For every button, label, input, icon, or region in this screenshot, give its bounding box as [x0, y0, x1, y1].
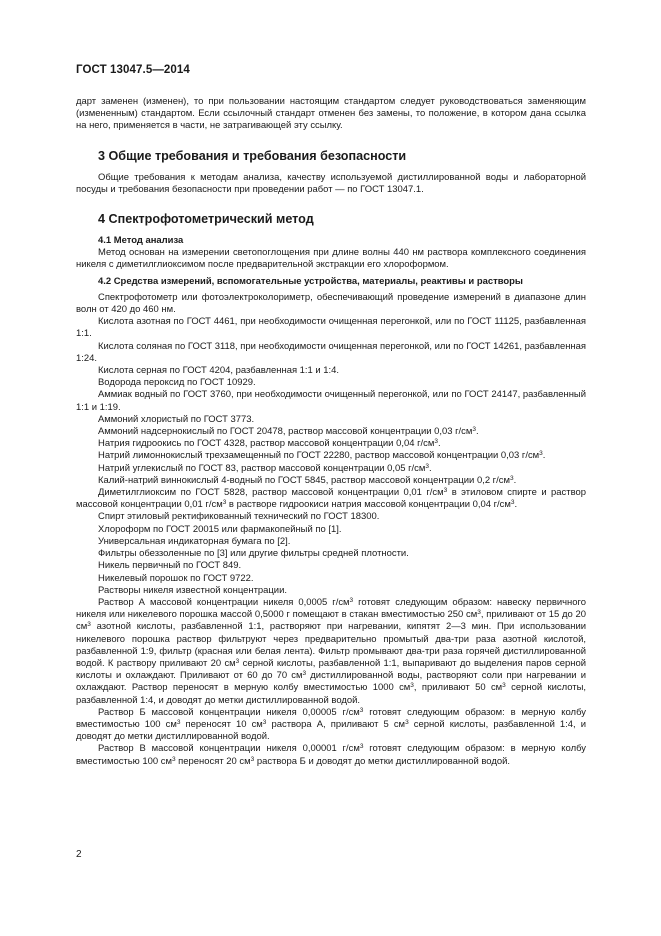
subsection-4-2-heading: 4.2 Средства измерений, вспомогательные устройства, материалы, реактивы и растворы [98, 275, 523, 287]
reagent-item: Растворы никеля известной концентрации. [98, 584, 287, 596]
section-4-heading: 4 Спектрофотометрический метод [98, 212, 314, 227]
reagent-item: Водорода пероксид по ГОСТ 10929. [98, 377, 256, 389]
section-3-paragraph: Общие требования к методам анализа, качеству используемой дистиллированной воды и лабораторной посуды и требования безопасности при проведении работ — по ГОСТ 13047.1. [76, 171, 586, 195]
reagent-item: Кислота азотная по ГОСТ 4461, при необходимости очищенная перегонкой, или по ГОСТ 11125, разбавленная 1:1. [76, 316, 586, 340]
section-3-heading: 3 Общие требования и требования безопасности [98, 148, 407, 163]
subsection-4-1-paragraph: Метод основан на измерении светопоглощения при длине волны 440 нм раствора комплексного соединения никеля с диметилглиоксимом после предварительной экстракции его хлороформом. [76, 247, 586, 271]
subsection-4-1-heading: 4.1 Метод анализа [98, 235, 184, 247]
reagent-item: Кислота серная по ГОСТ 4204, разбавленная 1:1 и 1:4. [98, 365, 340, 377]
document-header: ГОСТ 13047.5—2014 [76, 64, 190, 76]
reagent-item-citrate: Натрий лимоннокислый трехзамещенный по ГОСТ 22280, раствор массовой концентрации 0,03 $г/см^3$. [98, 450, 546, 462]
reagent-item: Спирт этиловый ректификованный технический по ГОСТ 18300. [98, 511, 380, 523]
reagent-item: Хлороформ по ГОСТ 20015 или фармакопейный по [1]. [98, 523, 342, 535]
reagent-item: Никель первичный по ГОСТ 849. [98, 560, 242, 572]
reagent-item-naoh: Натрия гидроокись по ГОСТ 4328, раствор массовой концентрации 0,04 $г/см^3$. [98, 438, 441, 450]
reagent-item: Спектрофотометр или фотоэлектроколориметр, обеспечивающий проведение измерений в диапазоне длин волн от 420 до 460 нм. [76, 291, 586, 316]
solution-a-paragraph: Раствор А массовой концентрации никеля 0,0005 $г/см^3$ готовят следующим образом: навеску первичного никеля или никелевого порошка массой 0,5000 г помещают в стакан вместимостью 250 $см^3$, приливают от 15 до 20 $см^3$ азотной кислоты, разбавленной 1:1, растворяют при нагревании, кипятят 2—3 мин. При использовании никелевого порошка раствор фильтруют через предварительно промытый два-три раза азотной кислотой, разбавленной 1:9, фильтр (красная или белая лента). Фильтр промывают два-три раза горячей дистиллированной водой. К раствору приливают 20 $см^3$ серной кислоты, разбавленной 1:1, выпаривают до выделения паров серной кислоты и охлаждают. Приливают от 60 до 70 $см^3$ дистиллированной воды, растворяют соли при нагревании и охлаждают. Раствор переносят в мерную колбу вместимостью 1000 $см^3$, приливают 50 $см^3$ серной кислоты, разбавленной 1:4, и доводят до метки дистиллированной водой. [76, 596, 587, 706]
page-number: 2 [76, 849, 82, 860]
reagent-item: Фильтры обеззоленные по [3] или другие фильтры средней плотности. [98, 548, 409, 560]
reagent-item: Аммиак водный по ГОСТ 3760, при необходимости очищенный перегонкой, или по ГОСТ 24147, разбавленный 1:1 и 1:19. [76, 389, 586, 413]
solution-b-paragraph: Раствор Б массовой концентрации никеля 0,00005 $г/см^3$ готовят следующим образом: в мерную колбу вместимостью 100 $см^3$ переносят 10 $см^3$ раствора А, приливают 5 $см^3$ серной кислоты, разбавленной 1:4, и доводят до метки дистиллированной водой. [76, 706, 586, 743]
reagent-item: Универсальная индикаторная бумага по [2]. [98, 535, 291, 547]
reagent-item: Никелевый порошок по ГОСТ 9722. [98, 572, 254, 584]
reagent-item-persulfate: Аммоний надсернокислый по ГОСТ 20478, раствор массовой концентрации 0,03 $г/см^3$. [98, 426, 479, 438]
intro-paragraph: дарт заменен (изменен), то при пользовании настоящим стандартом следует руководствоваться заменяющим (измененным) стандартом. Если ссылочный стандарт отменен без замены, то положение, в котором дана ссылка на него, применяется в части, не затрагивающей эту ссылку. [76, 96, 586, 132]
reagent-item-tartrate: Калий-натрий виннокислый 4-водный по ГОСТ 5845, раствор массовой концентрации 0,2 $г/см^3$. [98, 474, 517, 486]
reagent-item-dmg: Диметилглиоксим по ГОСТ 5828, раствор массовой концентрации 0,01 $г/см^3$ в этиловом спирте и раствор массовой концентрации 0,01 $г/см^3$ в растворе гидроокиси натрия массовой концентрации 0,04 $г/см^3$. [76, 487, 586, 511]
reagent-item: Аммоний хлористый по ГОСТ 3773. [98, 413, 255, 425]
solution-c-paragraph: Раствор В массовой концентрации никеля 0,00001 $г/см^3$ готовят следующим образом: в мерную колбу вместимостью 100 $см^3$ переносят 20 $см^3$ раствора Б и доводят до метки дистиллированной водой. [76, 743, 586, 767]
reagent-item: Кислота соляная по ГОСТ 3118, при необходимости очищенная перегонкой, или по ГОСТ 14261, разбавленная 1:24. [76, 340, 586, 364]
document-body [76, 96, 586, 768]
reagent-item-carbonate: Натрий углекислый по ГОСТ 83, раствор массовой концентрации 0,05 $г/см^3$. [98, 462, 432, 474]
